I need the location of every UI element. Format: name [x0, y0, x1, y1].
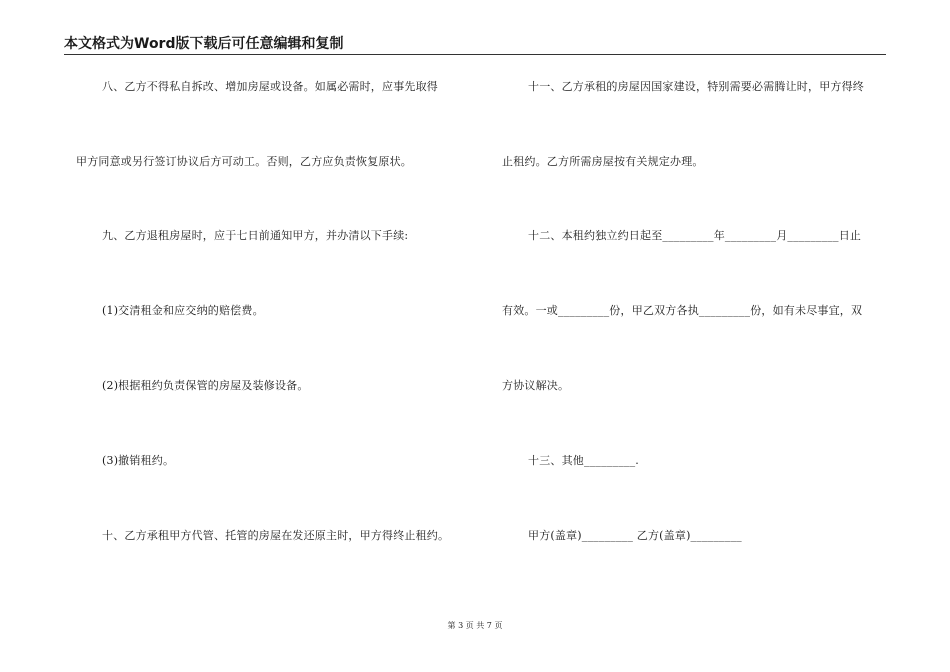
page-footer: 第 3 页 共 7 页 [447, 621, 503, 630]
clause-12-line-1: 十二、本租约独立约日起至_________年_________月_________日止 [528, 229, 862, 242]
clause-8-line-2: 甲方同意或另行签订协议后方可动工。否则，乙方应负责恢复原状。 [76, 155, 412, 168]
clause-9-item-3: (3)撤销租约。 [102, 454, 175, 467]
clause-8-line-1: 八、乙方不得私自拆改、增加房屋或设备。如属必需时，应事先取得 [102, 80, 438, 93]
clause-13-line-1: 十三、其他_________. [528, 454, 639, 467]
clause-9-item-2: (2)根据租约负责保管的房屋及装修设备。 [102, 379, 309, 392]
clause-12-line-3: 方协议解决。 [502, 379, 570, 392]
clause-9-item-1: (1)交清租金和应交纳的赔偿费。 [102, 304, 264, 317]
clause-9-line-1: 九、乙方退租房屋时，应于七日前通知甲方，并办清以下手续: [102, 229, 409, 242]
clause-12-line-2: 有效。一或_________份，甲乙双方各执_________份，如有未尽事宜，双 [502, 304, 863, 317]
right-column [502, 0, 890, 672]
header-title: 本文格式为Word版下载后可任意编辑和复制 [64, 36, 344, 52]
signature-line: 甲方(盖章)_________ 乙方(盖章)_________ [528, 529, 742, 542]
clause-10-line-1: 十、乙方承租甲方代管、托管的房屋在发还原主时，甲方得终止租约。 [102, 529, 450, 542]
clause-11-line-2: 止租约。乙方所需房屋按有关规定办理。 [502, 155, 704, 168]
clause-11-line-1: 十一、乙方承租的房屋因国家建设，特别需要必需腾让时，甲方得终 [528, 80, 864, 93]
left-column [76, 0, 466, 672]
